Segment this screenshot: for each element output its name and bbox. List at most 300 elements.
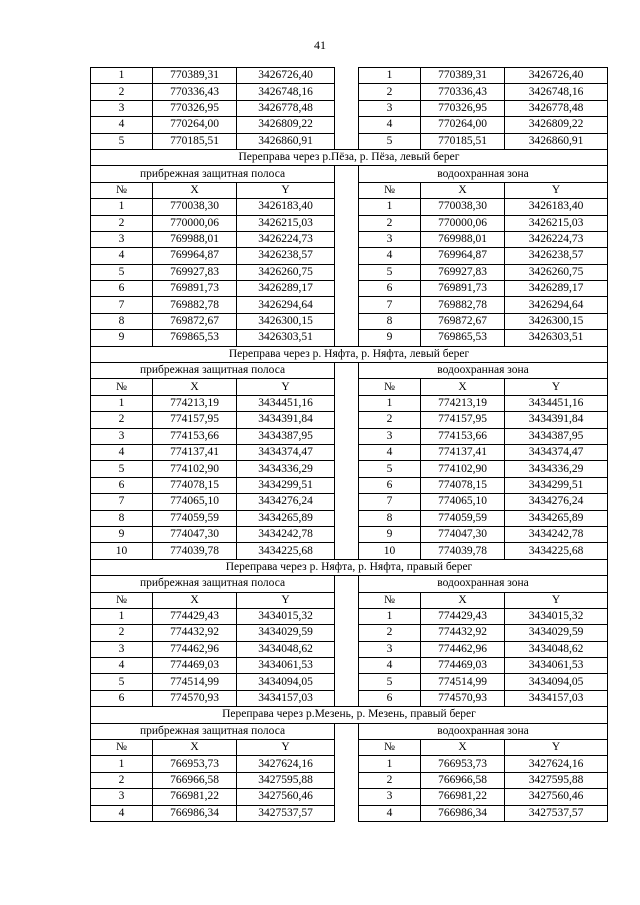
water-zone-header-y: Y (505, 182, 608, 198)
shore-strip-x-coordinate-cell: 774157,95 (153, 412, 237, 428)
shore-strip-point-number-cell: 6 (91, 690, 153, 706)
shore-strip-point-number-cell: 2 (91, 84, 153, 100)
shore-strip-x-coordinate-cell: 769988,01 (153, 231, 237, 247)
shore-strip-point-number-cell: 7 (91, 494, 153, 510)
water-zone-point-number-cell: 4 (359, 805, 421, 821)
shore-strip-x-coordinate-cell: 770389,31 (153, 68, 237, 84)
water-zone-heading: водоохранная зона (359, 166, 608, 182)
column-gap (335, 395, 359, 411)
water-zone-y-coordinate-cell: 3426748,16 (505, 84, 608, 100)
shore-strip-point-number-cell: 3 (91, 641, 153, 657)
water-zone-point-number-cell: 7 (359, 297, 421, 313)
table-row (91, 625, 608, 641)
shore-strip-header-y: Y (237, 592, 335, 608)
shore-strip-x-coordinate-cell: 769872,67 (153, 313, 237, 329)
water-zone-y-coordinate-cell: 3426224,73 (505, 231, 608, 247)
water-zone-point-number-cell: 2 (359, 84, 421, 100)
water-zone-y-coordinate-cell: 3434015,32 (505, 608, 608, 624)
water-zone-header-num: № (359, 182, 421, 198)
section-title-row (91, 707, 608, 723)
section-title: Переправа через р. Няфта, р. Няфта, левый берег (91, 346, 608, 362)
shore-strip-y-coordinate-cell: 3427560,46 (237, 789, 335, 805)
zone-header-row (91, 363, 608, 379)
shore-strip-point-number-cell: 6 (91, 477, 153, 493)
water-zone-point-number-cell: 7 (359, 494, 421, 510)
water-zone-y-coordinate-cell: 3427537,57 (505, 805, 608, 821)
shore-strip-x-coordinate-cell: 770336,43 (153, 84, 237, 100)
table-row (91, 690, 608, 706)
water-zone-y-coordinate-cell: 3434299,51 (505, 477, 608, 493)
shore-strip-point-number-cell: 2 (91, 625, 153, 641)
zone-header-row (91, 576, 608, 592)
shore-strip-y-coordinate-cell: 3426215,03 (237, 215, 335, 231)
shore-strip-point-number-cell: 4 (91, 248, 153, 264)
column-gap (335, 199, 359, 215)
shore-strip-point-number-cell: 2 (91, 412, 153, 428)
zone-header-row (91, 166, 608, 182)
shore-strip-header-y: Y (237, 740, 335, 756)
water-zone-y-coordinate-cell: 3426260,75 (505, 264, 608, 280)
shore-strip-header-y: Y (237, 182, 335, 198)
shore-strip-x-coordinate-cell: 766986,34 (153, 805, 237, 821)
column-gap (335, 166, 359, 182)
shore-strip-y-coordinate-cell: 3426294,64 (237, 297, 335, 313)
water-zone-point-number-cell: 4 (359, 117, 421, 133)
column-gap (335, 330, 359, 346)
water-zone-y-coordinate-cell: 3426238,57 (505, 248, 608, 264)
shore-strip-point-number-cell: 7 (91, 297, 153, 313)
water-zone-y-coordinate-cell: 3434387,95 (505, 428, 608, 444)
shore-strip-x-coordinate-cell: 774065,10 (153, 494, 237, 510)
table-row (91, 215, 608, 231)
water-zone-y-coordinate-cell: 3434451,16 (505, 395, 608, 411)
column-gap (335, 248, 359, 264)
water-zone-x-coordinate-cell: 766981,22 (421, 789, 505, 805)
water-zone-point-number-cell: 3 (359, 231, 421, 247)
shore-strip-point-number-cell: 1 (91, 756, 153, 772)
table-row (91, 231, 608, 247)
column-gap (335, 412, 359, 428)
water-zone-heading: водоохранная зона (359, 363, 608, 379)
shore-strip-point-number-cell: 5 (91, 461, 153, 477)
water-zone-y-coordinate-cell: 3426294,64 (505, 297, 608, 313)
table-row (91, 84, 608, 100)
shore-strip-y-coordinate-cell: 3426726,40 (237, 68, 335, 84)
shore-strip-y-coordinate-cell: 3434336,29 (237, 461, 335, 477)
shore-strip-heading: прибрежная защитная полоса (91, 363, 335, 379)
shore-strip-x-coordinate-cell: 770000,06 (153, 215, 237, 231)
water-zone-point-number-cell: 8 (359, 510, 421, 526)
water-zone-y-coordinate-cell: 3426809,22 (505, 117, 608, 133)
shore-strip-x-coordinate-cell: 774514,99 (153, 674, 237, 690)
shore-strip-point-number-cell: 4 (91, 805, 153, 821)
water-zone-header-y: Y (505, 592, 608, 608)
shore-strip-y-coordinate-cell: 3434276,24 (237, 494, 335, 510)
shore-strip-point-number-cell: 8 (91, 510, 153, 526)
shore-strip-x-coordinate-cell: 774153,66 (153, 428, 237, 444)
column-gap (335, 133, 359, 149)
column-gap (335, 281, 359, 297)
shore-strip-heading: прибрежная защитная полоса (91, 576, 335, 592)
column-gap (335, 625, 359, 641)
shore-strip-y-coordinate-cell: 3434387,95 (237, 428, 335, 444)
shore-strip-x-coordinate-cell: 774469,03 (153, 658, 237, 674)
column-gap (335, 740, 359, 756)
table-row (91, 674, 608, 690)
table-row (91, 100, 608, 116)
water-zone-header-y: Y (505, 379, 608, 395)
column-gap (335, 182, 359, 198)
table-row (91, 461, 608, 477)
water-zone-y-coordinate-cell: 3434048,62 (505, 641, 608, 657)
table-row (91, 428, 608, 444)
shore-strip-y-coordinate-cell: 3434225,68 (237, 543, 335, 559)
shore-strip-x-coordinate-cell: 769891,73 (153, 281, 237, 297)
shore-strip-y-coordinate-cell: 3426860,91 (237, 133, 335, 149)
shore-strip-x-coordinate-cell: 770326,95 (153, 100, 237, 116)
water-zone-point-number-cell: 1 (359, 608, 421, 624)
table-row (91, 264, 608, 280)
water-zone-y-coordinate-cell: 3426300,15 (505, 313, 608, 329)
shore-strip-x-coordinate-cell: 770264,00 (153, 117, 237, 133)
table-row (91, 117, 608, 133)
table-row (91, 772, 608, 788)
water-zone-y-coordinate-cell: 3427595,88 (505, 772, 608, 788)
table-row (91, 248, 608, 264)
water-zone-x-coordinate-cell: 774213,19 (421, 395, 505, 411)
shore-strip-point-number-cell: 4 (91, 658, 153, 674)
water-zone-x-coordinate-cell: 770326,95 (421, 100, 505, 116)
water-zone-x-coordinate-cell: 770389,31 (421, 68, 505, 84)
table-row (91, 608, 608, 624)
table-row (91, 330, 608, 346)
water-zone-x-coordinate-cell: 770264,00 (421, 117, 505, 133)
shore-strip-header-x: X (153, 740, 237, 756)
section-title: Переправа через р. Няфта, р. Няфта, правый берег (91, 559, 608, 575)
water-zone-x-coordinate-cell: 770038,30 (421, 199, 505, 215)
water-zone-point-number-cell: 5 (359, 674, 421, 690)
water-zone-header-x: X (421, 592, 505, 608)
table-row (91, 494, 608, 510)
shore-strip-header-y: Y (237, 379, 335, 395)
column-header-row (91, 182, 608, 198)
shore-strip-x-coordinate-cell: 774059,59 (153, 510, 237, 526)
section-title-row (91, 149, 608, 165)
shore-strip-x-coordinate-cell: 770185,51 (153, 133, 237, 149)
water-zone-point-number-cell: 4 (359, 444, 421, 460)
shore-strip-y-coordinate-cell: 3426183,40 (237, 199, 335, 215)
section-title-row (91, 559, 608, 575)
table-row (91, 805, 608, 821)
shore-strip-header-num: № (91, 182, 153, 198)
water-zone-y-coordinate-cell: 3434391,84 (505, 412, 608, 428)
shore-strip-y-coordinate-cell: 3434061,53 (237, 658, 335, 674)
shore-strip-point-number-cell: 4 (91, 444, 153, 460)
column-gap (335, 117, 359, 133)
shore-strip-y-coordinate-cell: 3434029,59 (237, 625, 335, 641)
shore-strip-point-number-cell: 1 (91, 68, 153, 84)
column-gap (335, 690, 359, 706)
water-zone-x-coordinate-cell: 774462,96 (421, 641, 505, 657)
water-zone-point-number-cell: 6 (359, 477, 421, 493)
column-gap (335, 608, 359, 624)
shore-strip-point-number-cell: 5 (91, 674, 153, 690)
table-row (91, 133, 608, 149)
water-zone-x-coordinate-cell: 774157,95 (421, 412, 505, 428)
shore-strip-x-coordinate-cell: 774078,15 (153, 477, 237, 493)
water-zone-point-number-cell: 2 (359, 772, 421, 788)
column-gap (335, 461, 359, 477)
water-zone-x-coordinate-cell: 766953,73 (421, 756, 505, 772)
column-gap (335, 723, 359, 739)
shore-strip-point-number-cell: 2 (91, 772, 153, 788)
column-gap (335, 772, 359, 788)
water-zone-point-number-cell: 2 (359, 412, 421, 428)
shore-strip-header-x: X (153, 592, 237, 608)
water-zone-point-number-cell: 1 (359, 395, 421, 411)
water-zone-point-number-cell: 1 (359, 68, 421, 84)
table-row (91, 313, 608, 329)
shore-strip-point-number-cell: 6 (91, 281, 153, 297)
shore-strip-y-coordinate-cell: 3426748,16 (237, 84, 335, 100)
table-row (91, 526, 608, 542)
water-zone-x-coordinate-cell: 769964,87 (421, 248, 505, 264)
water-zone-x-coordinate-cell: 770000,06 (421, 215, 505, 231)
water-zone-x-coordinate-cell: 769927,83 (421, 264, 505, 280)
water-zone-x-coordinate-cell: 774065,10 (421, 494, 505, 510)
water-zone-y-coordinate-cell: 3434029,59 (505, 625, 608, 641)
water-zone-y-coordinate-cell: 3434157,03 (505, 690, 608, 706)
column-gap (335, 100, 359, 116)
shore-strip-y-coordinate-cell: 3434048,62 (237, 641, 335, 657)
water-zone-point-number-cell: 3 (359, 428, 421, 444)
shore-strip-y-coordinate-cell: 3434374,47 (237, 444, 335, 460)
water-zone-x-coordinate-cell: 766966,58 (421, 772, 505, 788)
water-zone-x-coordinate-cell: 774432,92 (421, 625, 505, 641)
shore-strip-x-coordinate-cell: 774432,92 (153, 625, 237, 641)
column-gap (335, 756, 359, 772)
section-title: Переправа через р.Мезень, р. Мезень, правый берег (91, 707, 608, 723)
shore-strip-x-coordinate-cell: 774102,90 (153, 461, 237, 477)
water-zone-y-coordinate-cell: 3426215,03 (505, 215, 608, 231)
water-zone-y-coordinate-cell: 3434061,53 (505, 658, 608, 674)
table-row (91, 543, 608, 559)
shore-strip-point-number-cell: 1 (91, 608, 153, 624)
shore-strip-point-number-cell: 2 (91, 215, 153, 231)
column-header-row (91, 592, 608, 608)
shore-strip-point-number-cell: 5 (91, 133, 153, 149)
shore-strip-x-coordinate-cell: 766953,73 (153, 756, 237, 772)
water-zone-y-coordinate-cell: 3427624,16 (505, 756, 608, 772)
shore-strip-x-coordinate-cell: 774462,96 (153, 641, 237, 657)
water-zone-y-coordinate-cell: 3426778,48 (505, 100, 608, 116)
shore-strip-heading: прибрежная защитная полоса (91, 723, 335, 739)
column-gap (335, 264, 359, 280)
water-zone-x-coordinate-cell: 774514,99 (421, 674, 505, 690)
column-gap (335, 231, 359, 247)
column-gap (335, 215, 359, 231)
table-row (91, 412, 608, 428)
column-gap (335, 313, 359, 329)
water-zone-y-coordinate-cell: 3434265,89 (505, 510, 608, 526)
water-zone-y-coordinate-cell: 3426726,40 (505, 68, 608, 84)
water-zone-header-y: Y (505, 740, 608, 756)
water-zone-x-coordinate-cell: 769872,67 (421, 313, 505, 329)
column-gap (335, 428, 359, 444)
water-zone-point-number-cell: 4 (359, 658, 421, 674)
section-title: Переправа через р.Пёза, р. Пёза, левый берег (91, 149, 608, 165)
column-gap (335, 789, 359, 805)
shore-strip-point-number-cell: 3 (91, 428, 153, 444)
shore-strip-header-x: X (153, 182, 237, 198)
table-row (91, 297, 608, 313)
shore-strip-y-coordinate-cell: 3434242,78 (237, 526, 335, 542)
water-zone-header-x: X (421, 379, 505, 395)
table-row (91, 510, 608, 526)
water-zone-point-number-cell: 1 (359, 756, 421, 772)
shore-strip-y-coordinate-cell: 3434015,32 (237, 608, 335, 624)
shore-strip-x-coordinate-cell: 774429,43 (153, 608, 237, 624)
shore-strip-y-coordinate-cell: 3426224,73 (237, 231, 335, 247)
water-zone-point-number-cell: 2 (359, 215, 421, 231)
shore-strip-point-number-cell: 4 (91, 117, 153, 133)
water-zone-x-coordinate-cell: 774570,93 (421, 690, 505, 706)
shore-strip-header-num: № (91, 740, 153, 756)
shore-strip-x-coordinate-cell: 774570,93 (153, 690, 237, 706)
table-row (91, 641, 608, 657)
table-row (91, 477, 608, 493)
column-gap (335, 494, 359, 510)
water-zone-x-coordinate-cell: 769988,01 (421, 231, 505, 247)
table-row (91, 658, 608, 674)
water-zone-heading: водоохранная зона (359, 723, 608, 739)
water-zone-y-coordinate-cell: 3434336,29 (505, 461, 608, 477)
shore-strip-y-coordinate-cell: 3434451,16 (237, 395, 335, 411)
column-header-row (91, 379, 608, 395)
column-gap (335, 84, 359, 100)
table-row (91, 199, 608, 215)
water-zone-y-coordinate-cell: 3434094,05 (505, 674, 608, 690)
shore-strip-x-coordinate-cell: 770038,30 (153, 199, 237, 215)
water-zone-point-number-cell: 10 (359, 543, 421, 559)
water-zone-x-coordinate-cell: 774429,43 (421, 608, 505, 624)
water-zone-header-x: X (421, 182, 505, 198)
shore-strip-y-coordinate-cell: 3427595,88 (237, 772, 335, 788)
water-zone-x-coordinate-cell: 774153,66 (421, 428, 505, 444)
water-zone-point-number-cell: 8 (359, 313, 421, 329)
water-zone-point-number-cell: 5 (359, 133, 421, 149)
water-zone-point-number-cell: 3 (359, 100, 421, 116)
section-title-row (91, 346, 608, 362)
shore-strip-heading: прибрежная защитная полоса (91, 166, 335, 182)
column-gap (335, 576, 359, 592)
water-zone-x-coordinate-cell: 774469,03 (421, 658, 505, 674)
water-zone-header-num: № (359, 592, 421, 608)
shore-strip-point-number-cell: 1 (91, 199, 153, 215)
column-gap (335, 674, 359, 690)
shore-strip-x-coordinate-cell: 766966,58 (153, 772, 237, 788)
water-zone-header-num: № (359, 740, 421, 756)
shore-strip-header-num: № (91, 592, 153, 608)
shore-strip-point-number-cell: 5 (91, 264, 153, 280)
water-zone-x-coordinate-cell: 774059,59 (421, 510, 505, 526)
water-zone-header-x: X (421, 740, 505, 756)
column-gap (335, 297, 359, 313)
column-gap (335, 526, 359, 542)
water-zone-point-number-cell: 9 (359, 526, 421, 542)
shore-strip-x-coordinate-cell: 774039,78 (153, 543, 237, 559)
water-zone-x-coordinate-cell: 769865,53 (421, 330, 505, 346)
shore-strip-y-coordinate-cell: 3434094,05 (237, 674, 335, 690)
water-zone-x-coordinate-cell: 774078,15 (421, 477, 505, 493)
table-row (91, 756, 608, 772)
shore-strip-x-coordinate-cell: 769927,83 (153, 264, 237, 280)
shore-strip-y-coordinate-cell: 3426289,17 (237, 281, 335, 297)
shore-strip-point-number-cell: 1 (91, 395, 153, 411)
shore-strip-point-number-cell: 3 (91, 231, 153, 247)
shore-strip-x-coordinate-cell: 769865,53 (153, 330, 237, 346)
shore-strip-x-coordinate-cell: 769882,78 (153, 297, 237, 313)
column-header-row (91, 740, 608, 756)
shore-strip-y-coordinate-cell: 3426238,57 (237, 248, 335, 264)
shore-strip-point-number-cell: 9 (91, 526, 153, 542)
table-row (91, 68, 608, 84)
column-gap (335, 641, 359, 657)
water-zone-x-coordinate-cell: 770185,51 (421, 133, 505, 149)
shore-strip-point-number-cell: 10 (91, 543, 153, 559)
water-zone-y-coordinate-cell: 3426289,17 (505, 281, 608, 297)
water-zone-point-number-cell: 1 (359, 199, 421, 215)
shore-strip-x-coordinate-cell: 774137,41 (153, 444, 237, 460)
shore-strip-header-num: № (91, 379, 153, 395)
shore-strip-header-x: X (153, 379, 237, 395)
column-gap (335, 68, 359, 84)
water-zone-x-coordinate-cell: 770336,43 (421, 84, 505, 100)
table-row (91, 395, 608, 411)
water-zone-point-number-cell: 6 (359, 281, 421, 297)
shore-strip-y-coordinate-cell: 3434391,84 (237, 412, 335, 428)
water-zone-y-coordinate-cell: 3427560,46 (505, 789, 608, 805)
shore-strip-x-coordinate-cell: 774047,30 (153, 526, 237, 542)
column-gap (335, 543, 359, 559)
shore-strip-y-coordinate-cell: 3434299,51 (237, 477, 335, 493)
water-zone-point-number-cell: 3 (359, 641, 421, 657)
water-zone-point-number-cell: 6 (359, 690, 421, 706)
water-zone-y-coordinate-cell: 3434276,24 (505, 494, 608, 510)
water-zone-point-number-cell: 2 (359, 625, 421, 641)
water-zone-x-coordinate-cell: 774102,90 (421, 461, 505, 477)
water-zone-y-coordinate-cell: 3434242,78 (505, 526, 608, 542)
water-zone-x-coordinate-cell: 766986,34 (421, 805, 505, 821)
water-zone-y-coordinate-cell: 3426860,91 (505, 133, 608, 149)
shore-strip-y-coordinate-cell: 3426260,75 (237, 264, 335, 280)
water-zone-x-coordinate-cell: 774039,78 (421, 543, 505, 559)
water-zone-point-number-cell: 5 (359, 461, 421, 477)
page-number: 41 (314, 38, 326, 52)
water-zone-x-coordinate-cell: 774047,30 (421, 526, 505, 542)
table-row (91, 281, 608, 297)
water-zone-y-coordinate-cell: 3434225,68 (505, 543, 608, 559)
shore-strip-point-number-cell: 9 (91, 330, 153, 346)
table-row (91, 444, 608, 460)
column-gap (335, 592, 359, 608)
water-zone-header-num: № (359, 379, 421, 395)
column-gap (335, 658, 359, 674)
shore-strip-y-coordinate-cell: 3434157,03 (237, 690, 335, 706)
shore-strip-point-number-cell: 3 (91, 100, 153, 116)
column-gap (335, 510, 359, 526)
shore-strip-y-coordinate-cell: 3427537,57 (237, 805, 335, 821)
